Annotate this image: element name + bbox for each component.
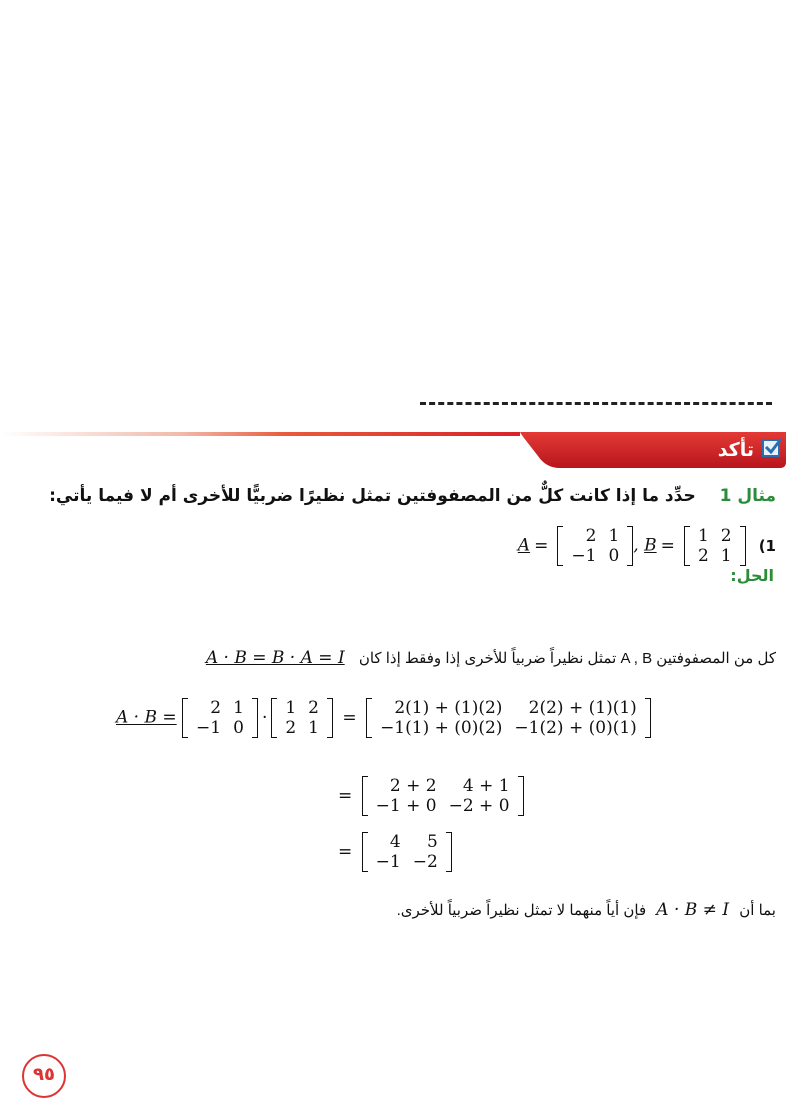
conclusion-prefix: بما أن [739,902,776,919]
given-matrices: A = 2 1 −1 0 , B = 1 2 2 1 (1 [517,526,776,566]
conclusion-math: A · B ≠ I [656,900,730,920]
item-number: (1 [758,536,776,555]
question-text: حدِّد ما إذا كانت كلٌّ من المصفوفتين تمثل نظيرًا ضربيًّا للأخرى أم لا فيما يأتي: [49,486,696,506]
example-label: مثال 1 [719,486,776,506]
solution-heading: الحل: [730,566,774,585]
product-step-3: = 4 5 −1 −2 [334,832,452,872]
page-number: ٩٥ [22,1054,66,1098]
matrix-b: 1 2 2 1 [684,526,746,566]
solution-statement [206,648,776,668]
statement-math: A · B = B · A = I [205,648,345,668]
dashed-separator [420,402,772,405]
conclusion-text: فإن أياً منهما لا تمثل نظيراً ضربياً للأخرى. [396,902,647,919]
checkbox-icon [762,439,780,457]
product-lhs: A · B = [116,707,177,728]
section-title: تأكد [717,439,754,461]
matrix-a: 2 1 −1 0 [557,526,633,566]
conclusion [397,900,776,920]
statement-text: كل من المصفوفتين A , B تمثل نظيراً ضربياً للأخرى إذا وفقط إذا كان [358,650,776,667]
product-step-1: A · B = 2 1 −1 0 · 1 2 2 1 = 2(1) + (1)(2) 2(2) + (1)(1) −1(1) + (0)(2) −1(2) + (0)(1) [116,698,651,738]
example-question [49,486,776,506]
product-step-2: = 2 + 2 4 + 1 −1 + 0 −2 + 0 [334,776,524,816]
header-banner [0,432,786,470]
